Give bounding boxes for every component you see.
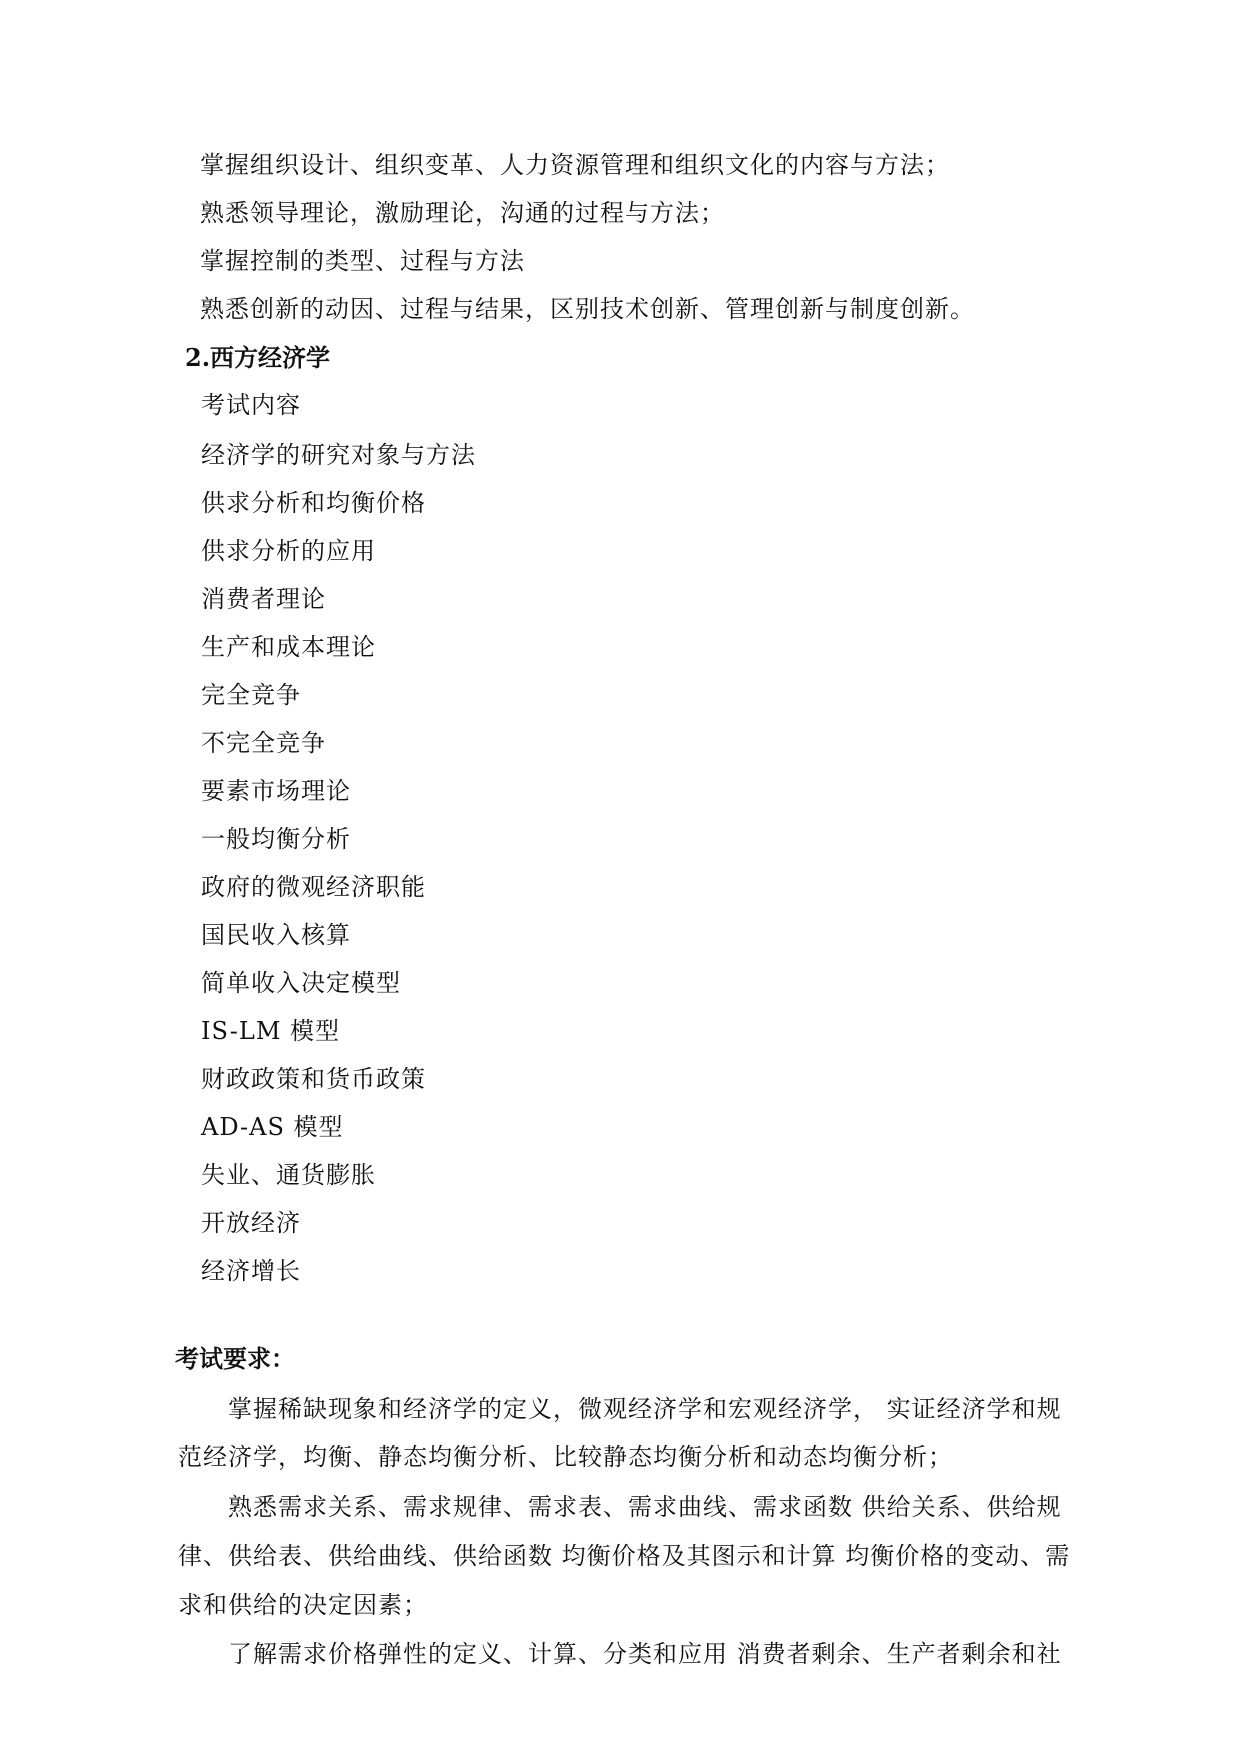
content-item: 生产和成本理论 [201, 633, 376, 661]
intro-line: 掌握组织设计、组织变革、人力资源管理和组织文化的内容与方法； [200, 151, 950, 179]
requirement-line: 律、供给表、供给曲线、供给函数 均衡价格及其图示和计算 均衡价格的变动、需 [178, 1542, 1071, 1570]
content-item: 不完全竞争 [201, 729, 326, 757]
content-item: 政府的微观经济职能 [201, 873, 426, 901]
section-heading: 2.西方经济学 [185, 343, 331, 372]
content-item: 一般均衡分析 [201, 825, 351, 853]
requirements-heading: 考试要求： [175, 1344, 295, 1373]
content-item: IS-LM 模型 [201, 1017, 341, 1045]
content-item: 经济增长 [201, 1257, 301, 1285]
content-item: 经济学的研究对象与方法 [201, 441, 476, 469]
section-subheading: 考试内容 [201, 391, 301, 419]
content-item: 开放经济 [201, 1209, 301, 1237]
content-item: 要素市场理论 [201, 777, 351, 805]
content-item: 完全竞争 [201, 681, 301, 709]
content-item: 消费者理论 [201, 585, 326, 613]
content-item: AD-AS 模型 [201, 1113, 344, 1141]
requirement-line: 求和供给的决定因素； [178, 1591, 428, 1619]
requirement-line: 掌握稀缺现象和经济学的定义，微观经济学和宏观经济学， 实证经济学和规 [228, 1395, 1062, 1423]
content-item: 财政政策和货币政策 [201, 1065, 426, 1093]
content-item: 国民收入核算 [201, 921, 351, 949]
intro-line: 熟悉领导理论，激励理论，沟通的过程与方法； [200, 199, 725, 227]
content-item: 失业、通货膨胀 [201, 1161, 376, 1189]
requirement-line: 了解需求价格弹性的定义、计算、分类和应用 消费者剩余、生产者剩余和社 [228, 1640, 1062, 1668]
requirement-line: 熟悉需求关系、需求规律、需求表、需求曲线、需求函数 供给关系、供给规 [228, 1493, 1062, 1521]
content-item: 供求分析和均衡价格 [201, 489, 426, 517]
intro-line: 掌握控制的类型、过程与方法 [200, 247, 525, 275]
requirement-line: 范经济学，均衡、静态均衡分析、比较静态均衡分析和动态均衡分析； [178, 1443, 953, 1471]
content-item: 简单收入决定模型 [201, 969, 401, 997]
content-item: 供求分析的应用 [201, 537, 376, 565]
intro-line: 熟悉创新的动因、过程与结果，区别技术创新、管理创新与制度创新。 [200, 295, 975, 323]
